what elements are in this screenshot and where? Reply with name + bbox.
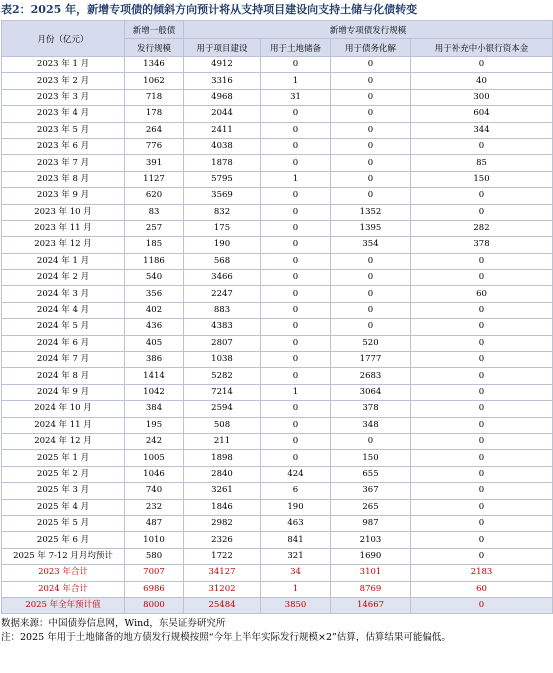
table-cell: 0: [411, 499, 553, 515]
table-cell: 0: [411, 319, 553, 335]
table-cell: 0: [331, 319, 411, 335]
table-cell: 0: [261, 122, 331, 138]
table-cell: 580: [125, 548, 184, 564]
table-row: [2, 138, 553, 154]
table-cell: 8769: [331, 581, 411, 597]
table-cell: 1: [261, 73, 331, 89]
row-label: 2023 年 1 月: [2, 57, 125, 73]
table-cell: 0: [331, 188, 411, 204]
table-cell: 354: [331, 237, 411, 253]
row-label: 2024 年 1 月: [2, 253, 125, 269]
table-cell: 185: [125, 237, 184, 253]
table-cell: 0: [331, 302, 411, 318]
table-cell: 4383: [184, 319, 261, 335]
table-cell: 2840: [184, 466, 261, 482]
table-cell: 60: [411, 581, 553, 597]
table-cell: 0: [261, 319, 331, 335]
table-cell: 300: [411, 89, 553, 105]
table-cell: 776: [125, 138, 184, 154]
table-cell: 520: [331, 335, 411, 351]
table-cell: 1690: [331, 548, 411, 564]
table-cell: 487: [125, 515, 184, 531]
table-cell: 0: [331, 106, 411, 122]
special-bond-table: [1, 20, 553, 614]
table-cell: 1777: [331, 352, 411, 368]
table-cell: 2103: [331, 532, 411, 548]
table-cell: 4968: [184, 89, 261, 105]
table-cell: 0: [411, 188, 553, 204]
table-cell: 0: [261, 352, 331, 368]
header-month: 月份（亿元）: [2, 21, 125, 57]
table-cell: 1878: [184, 155, 261, 171]
row-label: 2024 年 5 月: [2, 319, 125, 335]
row-label: 2024 年合计: [2, 581, 125, 597]
row-label: 2025 年 4 月: [2, 499, 125, 515]
table-cell: 384: [125, 401, 184, 417]
table-cell: 0: [411, 450, 553, 466]
table-cell: 0: [411, 204, 553, 220]
table-cell: 405: [125, 335, 184, 351]
row-label: 2024 年 10 月: [2, 401, 125, 417]
row-label: 2023 年 11 月: [2, 220, 125, 236]
table-cell: 1038: [184, 352, 261, 368]
table-row: [2, 57, 553, 73]
table-cell: 367: [331, 483, 411, 499]
table-cell: 0: [331, 433, 411, 449]
table-row: [2, 548, 553, 564]
table-cell: 0: [331, 122, 411, 138]
row-label: 2023 年 7 月: [2, 155, 125, 171]
table-row: [2, 286, 553, 302]
table-cell: 195: [125, 417, 184, 433]
table-cell: 1352: [331, 204, 411, 220]
table-cell: 0: [261, 220, 331, 236]
table-cell: 0: [261, 302, 331, 318]
table-cell: 841: [261, 532, 331, 548]
table-cell: 402: [125, 302, 184, 318]
row-label: 2023 年 12 月: [2, 237, 125, 253]
table-cell: 0: [261, 270, 331, 286]
table-cell: 178: [125, 106, 184, 122]
table-cell: 264: [125, 122, 184, 138]
table-header: [2, 21, 553, 57]
row-label: 2025 年 1 月: [2, 450, 125, 466]
table-cell: 0: [331, 171, 411, 187]
row-label: 2023 年 5 月: [2, 122, 125, 138]
table-cell: 2807: [184, 335, 261, 351]
table-row: [2, 106, 553, 122]
table-cell: 3101: [331, 565, 411, 581]
table-cell: 8000: [125, 597, 184, 613]
table-cell: 1395: [331, 220, 411, 236]
table-cell: 1722: [184, 548, 261, 564]
header-bank: 用于补充中小银行资本金: [411, 39, 553, 57]
table-cell: 0: [261, 417, 331, 433]
table-cell: 85: [411, 155, 553, 171]
table-cell: 344: [411, 122, 553, 138]
table-cell: 2411: [184, 122, 261, 138]
table-cell: 2326: [184, 532, 261, 548]
table-cell: 0: [411, 57, 553, 73]
table-cell: 0: [331, 253, 411, 269]
table-cell: 0: [411, 401, 553, 417]
table-row: [2, 352, 553, 368]
table-cell: 356: [125, 286, 184, 302]
table-cell: 150: [331, 450, 411, 466]
table-row: [2, 220, 553, 236]
row-label: 2024 年 6 月: [2, 335, 125, 351]
table-cell: 0: [411, 433, 553, 449]
row-label: 2025 年 3 月: [2, 483, 125, 499]
table-cell: 0: [411, 352, 553, 368]
table-cell: 6986: [125, 581, 184, 597]
table-cell: 0: [261, 188, 331, 204]
table-cell: 232: [125, 499, 184, 515]
table-cell: 1: [261, 581, 331, 597]
table-cell: 0: [261, 253, 331, 269]
table-row: [2, 401, 553, 417]
table-cell: 1898: [184, 450, 261, 466]
table-cell: 34: [261, 565, 331, 581]
table-cell: 883: [184, 302, 261, 318]
row-label: 2025 年 2 月: [2, 466, 125, 482]
table-row: [2, 188, 553, 204]
total-row: [2, 565, 553, 581]
table-row: [2, 368, 553, 384]
table-cell: 0: [261, 106, 331, 122]
table-row: [2, 433, 553, 449]
table-cell: 175: [184, 220, 261, 236]
table-cell: 282: [411, 220, 553, 236]
table-cell: 424: [261, 466, 331, 482]
table-cell: 832: [184, 204, 261, 220]
table-cell: 0: [331, 270, 411, 286]
row-label: 2024 年 3 月: [2, 286, 125, 302]
row-label: 2023 年 10 月: [2, 204, 125, 220]
table-row: [2, 483, 553, 499]
table-cell: 0: [411, 532, 553, 548]
table-cell: 1186: [125, 253, 184, 269]
table-cell: 568: [184, 253, 261, 269]
row-label: 2023 年 4 月: [2, 106, 125, 122]
table-cell: 6: [261, 483, 331, 499]
table-cell: 0: [331, 138, 411, 154]
table-cell: 1346: [125, 57, 184, 73]
table-cell: 0: [261, 155, 331, 171]
source-note: 数据来源：中国债券信息网，Wind，东吴证券研究所: [1, 618, 226, 630]
table-cell: 0: [411, 548, 553, 564]
table-title: 表2：2025 年，新增专项债的倾斜方向预计将从支持项目建设向支持土储与化债转变: [1, 3, 418, 16]
table-cell: 0: [411, 270, 553, 286]
table-cell: 242: [125, 433, 184, 449]
table-cell: 0: [331, 73, 411, 89]
table-cell: 718: [125, 89, 184, 105]
table-cell: 604: [411, 106, 553, 122]
row-label: 2023 年合计: [2, 565, 125, 581]
table-cell: 2183: [411, 565, 553, 581]
header-debt: 用于债务化解: [331, 39, 411, 57]
table-cell: 190: [261, 499, 331, 515]
table-cell: 0: [411, 483, 553, 499]
table-cell: 25484: [184, 597, 261, 613]
table-cell: 386: [125, 352, 184, 368]
table-cell: 321: [261, 548, 331, 564]
table-row: [2, 73, 553, 89]
row-label: 2024 年 8 月: [2, 368, 125, 384]
table-cell: 540: [125, 270, 184, 286]
table-row: [2, 155, 553, 171]
table-cell: 2683: [331, 368, 411, 384]
table-cell: 40: [411, 73, 553, 89]
header-project: 用于项目建设: [184, 39, 261, 57]
table-cell: 3850: [261, 597, 331, 613]
table-row: [2, 466, 553, 482]
table-row: [2, 253, 553, 269]
table-cell: 655: [331, 466, 411, 482]
table-cell: 0: [411, 384, 553, 400]
table-cell: 0: [261, 57, 331, 73]
table-row: [2, 450, 553, 466]
row-label: 2024 年 7 月: [2, 352, 125, 368]
table-cell: 378: [331, 401, 411, 417]
table-cell: 2247: [184, 286, 261, 302]
row-label: 2023 年 9 月: [2, 188, 125, 204]
table-cell: 0: [261, 401, 331, 417]
row-label: 2023 年 2 月: [2, 73, 125, 89]
table-cell: 0: [261, 204, 331, 220]
row-label: 2024 年 12 月: [2, 433, 125, 449]
table-cell: 31: [261, 89, 331, 105]
table-cell: 0: [411, 515, 553, 531]
table-cell: 190: [184, 237, 261, 253]
row-label: 2023 年 8 月: [2, 171, 125, 187]
row-label: 2025 年全年预计值: [2, 597, 125, 613]
table-cell: 60: [411, 286, 553, 302]
table-cell: 0: [261, 286, 331, 302]
table-cell: 1062: [125, 73, 184, 89]
table-cell: 3316: [184, 73, 261, 89]
table-cell: 0: [331, 57, 411, 73]
table-row: [2, 499, 553, 515]
table-cell: 463: [261, 515, 331, 531]
header-special-group: 新增专项债发行规模: [184, 21, 553, 39]
table-cell: 0: [331, 286, 411, 302]
table-cell: 31202: [184, 581, 261, 597]
table-cell: 0: [411, 335, 553, 351]
table-row: [2, 237, 553, 253]
table-cell: 740: [125, 483, 184, 499]
table-cell: 378: [411, 237, 553, 253]
table-row: [2, 204, 553, 220]
table-cell: 34127: [184, 565, 261, 581]
table-cell: 0: [411, 138, 553, 154]
forecast-row: [2, 597, 553, 613]
table-cell: 391: [125, 155, 184, 171]
table-row: [2, 532, 553, 548]
row-label: 2025 年 7-12 月月均预计: [2, 548, 125, 564]
table-cell: 508: [184, 417, 261, 433]
table-cell: 1127: [125, 171, 184, 187]
table-cell: 5282: [184, 368, 261, 384]
table-row: [2, 122, 553, 138]
table-cell: 0: [261, 450, 331, 466]
table-row: [2, 171, 553, 187]
table-cell: 7007: [125, 565, 184, 581]
row-label: 2023 年 3 月: [2, 89, 125, 105]
table-row: [2, 417, 553, 433]
table-cell: 436: [125, 319, 184, 335]
table-cell: 1042: [125, 384, 184, 400]
table-cell: 1046: [125, 466, 184, 482]
table-cell: 14667: [331, 597, 411, 613]
row-label: 2024 年 2 月: [2, 270, 125, 286]
row-label: 2024 年 9 月: [2, 384, 125, 400]
row-label: 2025 年 5 月: [2, 515, 125, 531]
table-cell: 348: [331, 417, 411, 433]
table-cell: 987: [331, 515, 411, 531]
table-cell: 7214: [184, 384, 261, 400]
table-cell: 4912: [184, 57, 261, 73]
row-label: 2025 年 6 月: [2, 532, 125, 548]
table-row: [2, 515, 553, 531]
table-cell: 257: [125, 220, 184, 236]
table-cell: 0: [261, 368, 331, 384]
table-cell: 0: [261, 138, 331, 154]
table-cell: 0: [411, 368, 553, 384]
table-body: [2, 57, 553, 614]
table-cell: 0: [411, 466, 553, 482]
table-cell: 1846: [184, 499, 261, 515]
table-cell: 1: [261, 384, 331, 400]
table-cell: 1010: [125, 532, 184, 548]
table-cell: 211: [184, 433, 261, 449]
table-cell: 3466: [184, 270, 261, 286]
table-cell: 2044: [184, 106, 261, 122]
table-row: [2, 335, 553, 351]
table-cell: 0: [261, 335, 331, 351]
table-cell: 83: [125, 204, 184, 220]
table-cell: 0: [261, 433, 331, 449]
table-cell: 3569: [184, 188, 261, 204]
table-cell: 5795: [184, 171, 261, 187]
table-cell: 0: [411, 302, 553, 318]
table-cell: 2982: [184, 515, 261, 531]
table-cell: 0: [331, 155, 411, 171]
table-cell: 4038: [184, 138, 261, 154]
table-cell: 0: [261, 237, 331, 253]
table-cell: 1005: [125, 450, 184, 466]
total-row: [2, 581, 553, 597]
table-row: [2, 384, 553, 400]
header-land: 用于土地储备: [261, 39, 331, 57]
table-cell: 0: [331, 89, 411, 105]
table-row: [2, 302, 553, 318]
table-row: [2, 319, 553, 335]
table-cell: 3261: [184, 483, 261, 499]
row-label: 2024 年 4 月: [2, 302, 125, 318]
table-row: [2, 270, 553, 286]
footnote: 注：2025 年用于土地储备的地方债发行规模按照“今年上半年实际发行规模×2”估算，估算结果可能偏低。: [1, 632, 451, 644]
table-cell: 1: [261, 171, 331, 187]
header-general-top: 新增一般债: [125, 21, 184, 39]
table-cell: 0: [411, 253, 553, 269]
table-cell: 2594: [184, 401, 261, 417]
table-cell: 0: [411, 417, 553, 433]
table-cell: 0: [411, 597, 553, 613]
header-general-bottom: 发行规模: [125, 39, 184, 57]
table-cell: 3064: [331, 384, 411, 400]
table-cell: 1414: [125, 368, 184, 384]
table-cell: 620: [125, 188, 184, 204]
row-label: 2023 年 6 月: [2, 138, 125, 154]
table-cell: 150: [411, 171, 553, 187]
table-cell: 265: [331, 499, 411, 515]
table-row: [2, 89, 553, 105]
row-label: 2024 年 11 月: [2, 417, 125, 433]
